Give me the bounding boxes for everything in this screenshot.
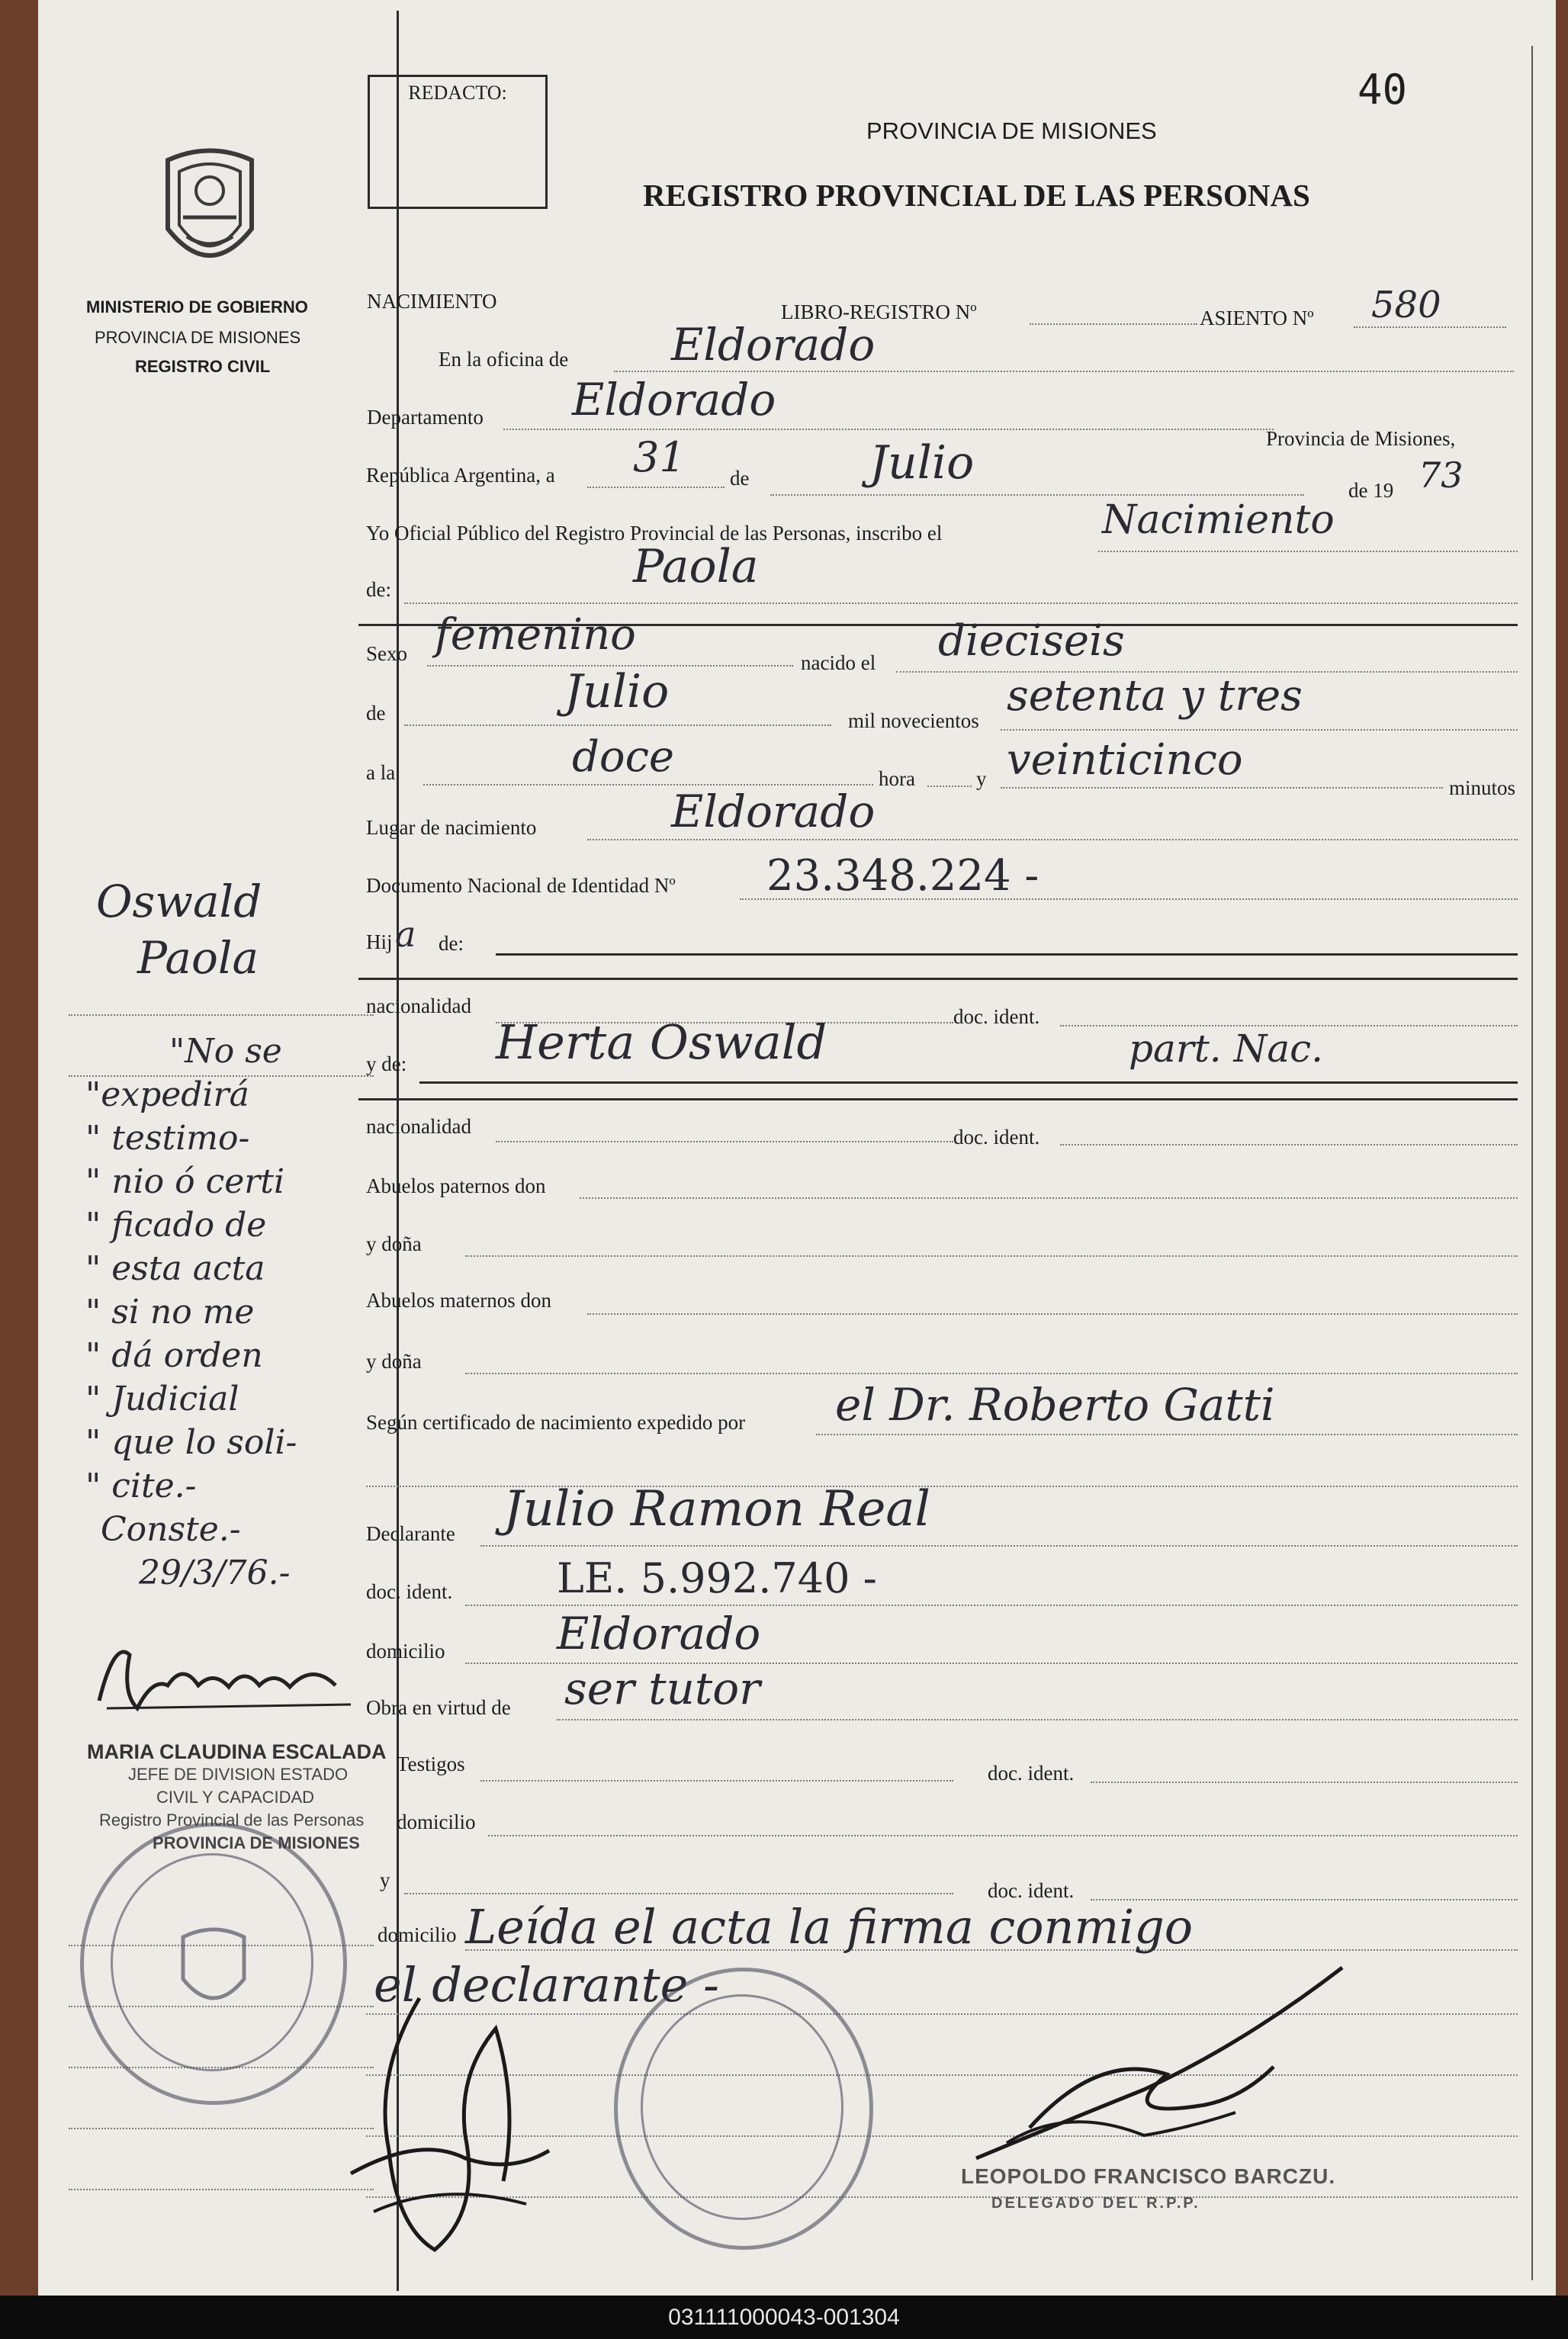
lugar-value: Eldorado xyxy=(671,786,876,837)
escalada-title-2: CIVIL Y CAPACIDAD xyxy=(156,1788,315,1807)
doc-t1-line xyxy=(1091,1782,1518,1783)
domicilio-t1-label: domicilio xyxy=(397,1810,476,1833)
declarante-signature xyxy=(328,1983,572,2265)
madre-value: Herta Oswald xyxy=(496,1014,827,1070)
ministry-line-2: PROVINCIA DE MISIONES xyxy=(95,328,301,347)
delegado-title: DELEGADO DEL R.P.P. xyxy=(991,2195,1200,2212)
page-number: 40 xyxy=(1358,66,1408,114)
nacionalidad2-line xyxy=(496,1141,953,1142)
seal-coat-of-arms xyxy=(172,1926,255,2010)
certificado-value: el Dr. Roberto Gatti xyxy=(835,1379,1275,1431)
abuelos-paternos-line xyxy=(580,1197,1518,1199)
departamento-line xyxy=(503,429,1274,430)
margin-note-line: "expedirá xyxy=(85,1075,249,1114)
margin-rule xyxy=(397,11,399,2291)
declarante-label: Declarante xyxy=(366,1522,455,1545)
hora-label: hora xyxy=(879,767,915,790)
lugar-label: Lugar de nacimiento xyxy=(366,816,537,839)
nacimiento-label: NACIMIENTO xyxy=(367,290,497,313)
doc-ident2-line xyxy=(1060,1144,1518,1145)
testigo2-line xyxy=(404,1893,953,1894)
oficial-label: Yo Oficial Público del Registro Provincial de las Personas, inscribo el xyxy=(366,522,943,545)
dni-label: Documento Nacional de Identidad Nº xyxy=(366,874,676,897)
obra-value: ser tutor xyxy=(564,1663,760,1714)
abuelos-maternos-line xyxy=(587,1313,1518,1315)
y-dona2-label: y doña xyxy=(366,1350,422,1373)
y-dona2-line xyxy=(465,1373,1518,1374)
leida-line-2: el declarante - xyxy=(374,1957,719,2013)
sexo-value: femenino xyxy=(435,610,636,660)
ministry-line-3: REGISTRO CIVIL xyxy=(135,357,271,376)
year-suffix: 73 xyxy=(1419,455,1464,496)
escalada-title-4: PROVINCIA DE MISIONES xyxy=(153,1833,360,1852)
right-rule xyxy=(1531,46,1533,2280)
hora-after-line xyxy=(927,786,972,787)
minutos-value: veinticinco xyxy=(1007,735,1243,785)
delegado-signature xyxy=(915,1952,1388,2181)
sexo-label: Sexo xyxy=(366,642,407,665)
delegation-seal-inner-ring xyxy=(641,1994,843,2220)
section-divider xyxy=(358,1098,1518,1100)
doc-ident-label: doc. ident. xyxy=(953,1005,1040,1028)
domicilio-t1-line xyxy=(488,1835,1518,1836)
oficina-line xyxy=(614,371,1514,372)
province-heading: PROVINCIA DE MISIONES xyxy=(866,117,1157,144)
de-label: de xyxy=(730,467,750,490)
mes-line xyxy=(770,494,1304,496)
nacionalidad-label: nacionalidad xyxy=(366,994,471,1017)
margin-note-line: " testimo- xyxy=(85,1119,250,1158)
mil-label: mil novecientos xyxy=(848,709,979,732)
testigo1-line xyxy=(480,1780,953,1782)
libro-line xyxy=(1030,323,1197,325)
doc-ident2-label: doc. ident. xyxy=(953,1126,1040,1149)
year-prefix: de 19 xyxy=(1348,479,1394,502)
anio-letras-value: setenta y tres xyxy=(1007,671,1303,721)
inscribo-value: Nacimiento xyxy=(1102,497,1335,543)
oficina-value: Eldorado xyxy=(671,319,876,371)
domicilio-label: domicilio xyxy=(366,1640,445,1663)
departamento-label: Departamento xyxy=(367,406,484,429)
margin-name-line-1: Oswald xyxy=(96,876,262,927)
leida-line-1: Leída el acta la firma conmigo xyxy=(465,1899,1194,1955)
asiento-value: 580 xyxy=(1371,284,1441,326)
margin-note-line: Conste.- xyxy=(101,1510,241,1549)
margin-name-line-2: Paola xyxy=(137,932,259,984)
departamento-value: Eldorado xyxy=(572,374,776,426)
dia-line xyxy=(587,487,725,488)
a-la-label: a la xyxy=(366,761,396,784)
margin-note-line: " esta acta xyxy=(85,1249,265,1288)
minutos-label: minutos xyxy=(1449,776,1516,799)
obra-line xyxy=(557,1719,1518,1721)
hij-label: Hij xyxy=(366,930,393,953)
y-dona-line xyxy=(465,1255,1518,1257)
hij-de-label: de: xyxy=(439,932,464,955)
declarante-line xyxy=(480,1545,1518,1547)
domicilio-t2-label: domicilio xyxy=(378,1923,457,1946)
document-id: 031111000043-001304 xyxy=(668,2305,900,2330)
hora-value: doce xyxy=(572,732,675,782)
escalada-signature xyxy=(84,1632,366,1724)
declarante-value: Julio Ramon Real xyxy=(503,1481,930,1537)
doc-declarante-line xyxy=(465,1605,1518,1606)
provincia-label: Provincia de Misiones, xyxy=(1266,427,1456,450)
anio-line xyxy=(1001,729,1518,731)
nombre-value: Paola xyxy=(633,540,759,593)
register-page xyxy=(38,0,1556,2296)
ministry-line-1: MINISTERIO DE GOBIERNO xyxy=(86,297,308,316)
margin-note xyxy=(85,1030,297,1595)
asiento-line xyxy=(1354,326,1506,328)
margin-note-line: " dá orden xyxy=(85,1336,263,1375)
y-label: y xyxy=(976,767,987,790)
doc-declarante-value: LE. 5.992.740 - xyxy=(557,1554,877,1602)
dia-letras-value: dieciseis xyxy=(938,616,1125,666)
mes2-line xyxy=(404,725,831,726)
libro-label: LIBRO-REGISTRO Nº xyxy=(781,300,977,323)
certificado-line xyxy=(816,1434,1518,1435)
oficina-label: En la oficina de xyxy=(439,348,569,371)
dni-value: 23.348.224 - xyxy=(766,851,1039,901)
registry-seal-stamp xyxy=(80,1823,347,2105)
nombre-line xyxy=(404,602,1518,604)
margin-note-line: " si no me xyxy=(85,1293,255,1332)
nacionalidad2-label: nacionalidad xyxy=(366,1115,471,1138)
padre-line xyxy=(496,953,1518,956)
de-colon-label: de: xyxy=(366,578,391,601)
section-divider xyxy=(358,978,1518,980)
abuelos-maternos-label: Abuelos maternos don xyxy=(366,1289,551,1312)
inscribo-line xyxy=(1098,551,1518,552)
mes2-value: Julio xyxy=(564,665,670,718)
certificado-label: Según certificado de nacimiento expedido por xyxy=(366,1411,746,1434)
madre-nacionalidad: part. Nac. xyxy=(1129,1027,1324,1071)
coat-of-arms-logo xyxy=(153,145,267,278)
margin-note-line: "No se xyxy=(169,1032,282,1071)
margin-note-line: " Judicial xyxy=(85,1380,239,1419)
republica-label: República Argentina, a xyxy=(366,464,555,487)
escalada-name: MARIA CLAUDINA ESCALADA xyxy=(87,1740,387,1763)
mes-value: Julio xyxy=(869,436,975,490)
margin-note-line: " nio ó certi xyxy=(85,1162,285,1201)
de2-label: de xyxy=(366,702,386,725)
abuelos-paternos-label: Abuelos paternos don xyxy=(366,1174,546,1197)
domicilio-value: Eldorado xyxy=(557,1608,761,1659)
delegation-seal-stamp xyxy=(614,1968,873,2250)
redacto-box xyxy=(368,75,548,209)
margin-rule-line xyxy=(69,1014,374,1016)
escalada-title-1: JEFE DE DIVISION ESTADO xyxy=(128,1765,349,1784)
margin-note-line: " que lo soli- xyxy=(85,1423,297,1462)
madre-line xyxy=(419,1081,1518,1084)
delegado-name: LEOPOLDO FRANCISCO BARCZU. xyxy=(961,2164,1336,2188)
margin-note-line: " ficado de xyxy=(85,1206,267,1245)
doc-t1-label: doc. ident. xyxy=(988,1762,1075,1785)
margin-note-line: " cite.- xyxy=(85,1467,197,1505)
obra-label: Obra en virtud de xyxy=(366,1696,511,1719)
asiento-label: ASIENTO Nº xyxy=(1200,307,1314,329)
y-t2-label: y xyxy=(380,1868,390,1891)
minutos-line xyxy=(1001,787,1443,789)
registry-title: REGISTRO PROVINCIAL DE LAS PERSONAS xyxy=(643,178,1310,213)
dia-value: 31 xyxy=(633,433,686,481)
y-dona-label: y doña xyxy=(366,1232,422,1255)
escalada-title-3: Registro Provincial de las Personas xyxy=(99,1810,365,1830)
margin-note-line: 29/3/76.- xyxy=(139,1553,291,1592)
testigos-label: Testigos xyxy=(397,1753,465,1775)
doc-declarante-label: doc. ident. xyxy=(366,1580,453,1603)
nacido-label: nacido el xyxy=(801,651,876,674)
redacto-label: REDACTO: xyxy=(408,82,507,104)
doc-t2-label: doc. ident. xyxy=(988,1879,1075,1902)
lugar-line xyxy=(587,839,1518,840)
y-de-label: y de: xyxy=(366,1052,407,1075)
hij-suffix: a xyxy=(395,914,416,955)
